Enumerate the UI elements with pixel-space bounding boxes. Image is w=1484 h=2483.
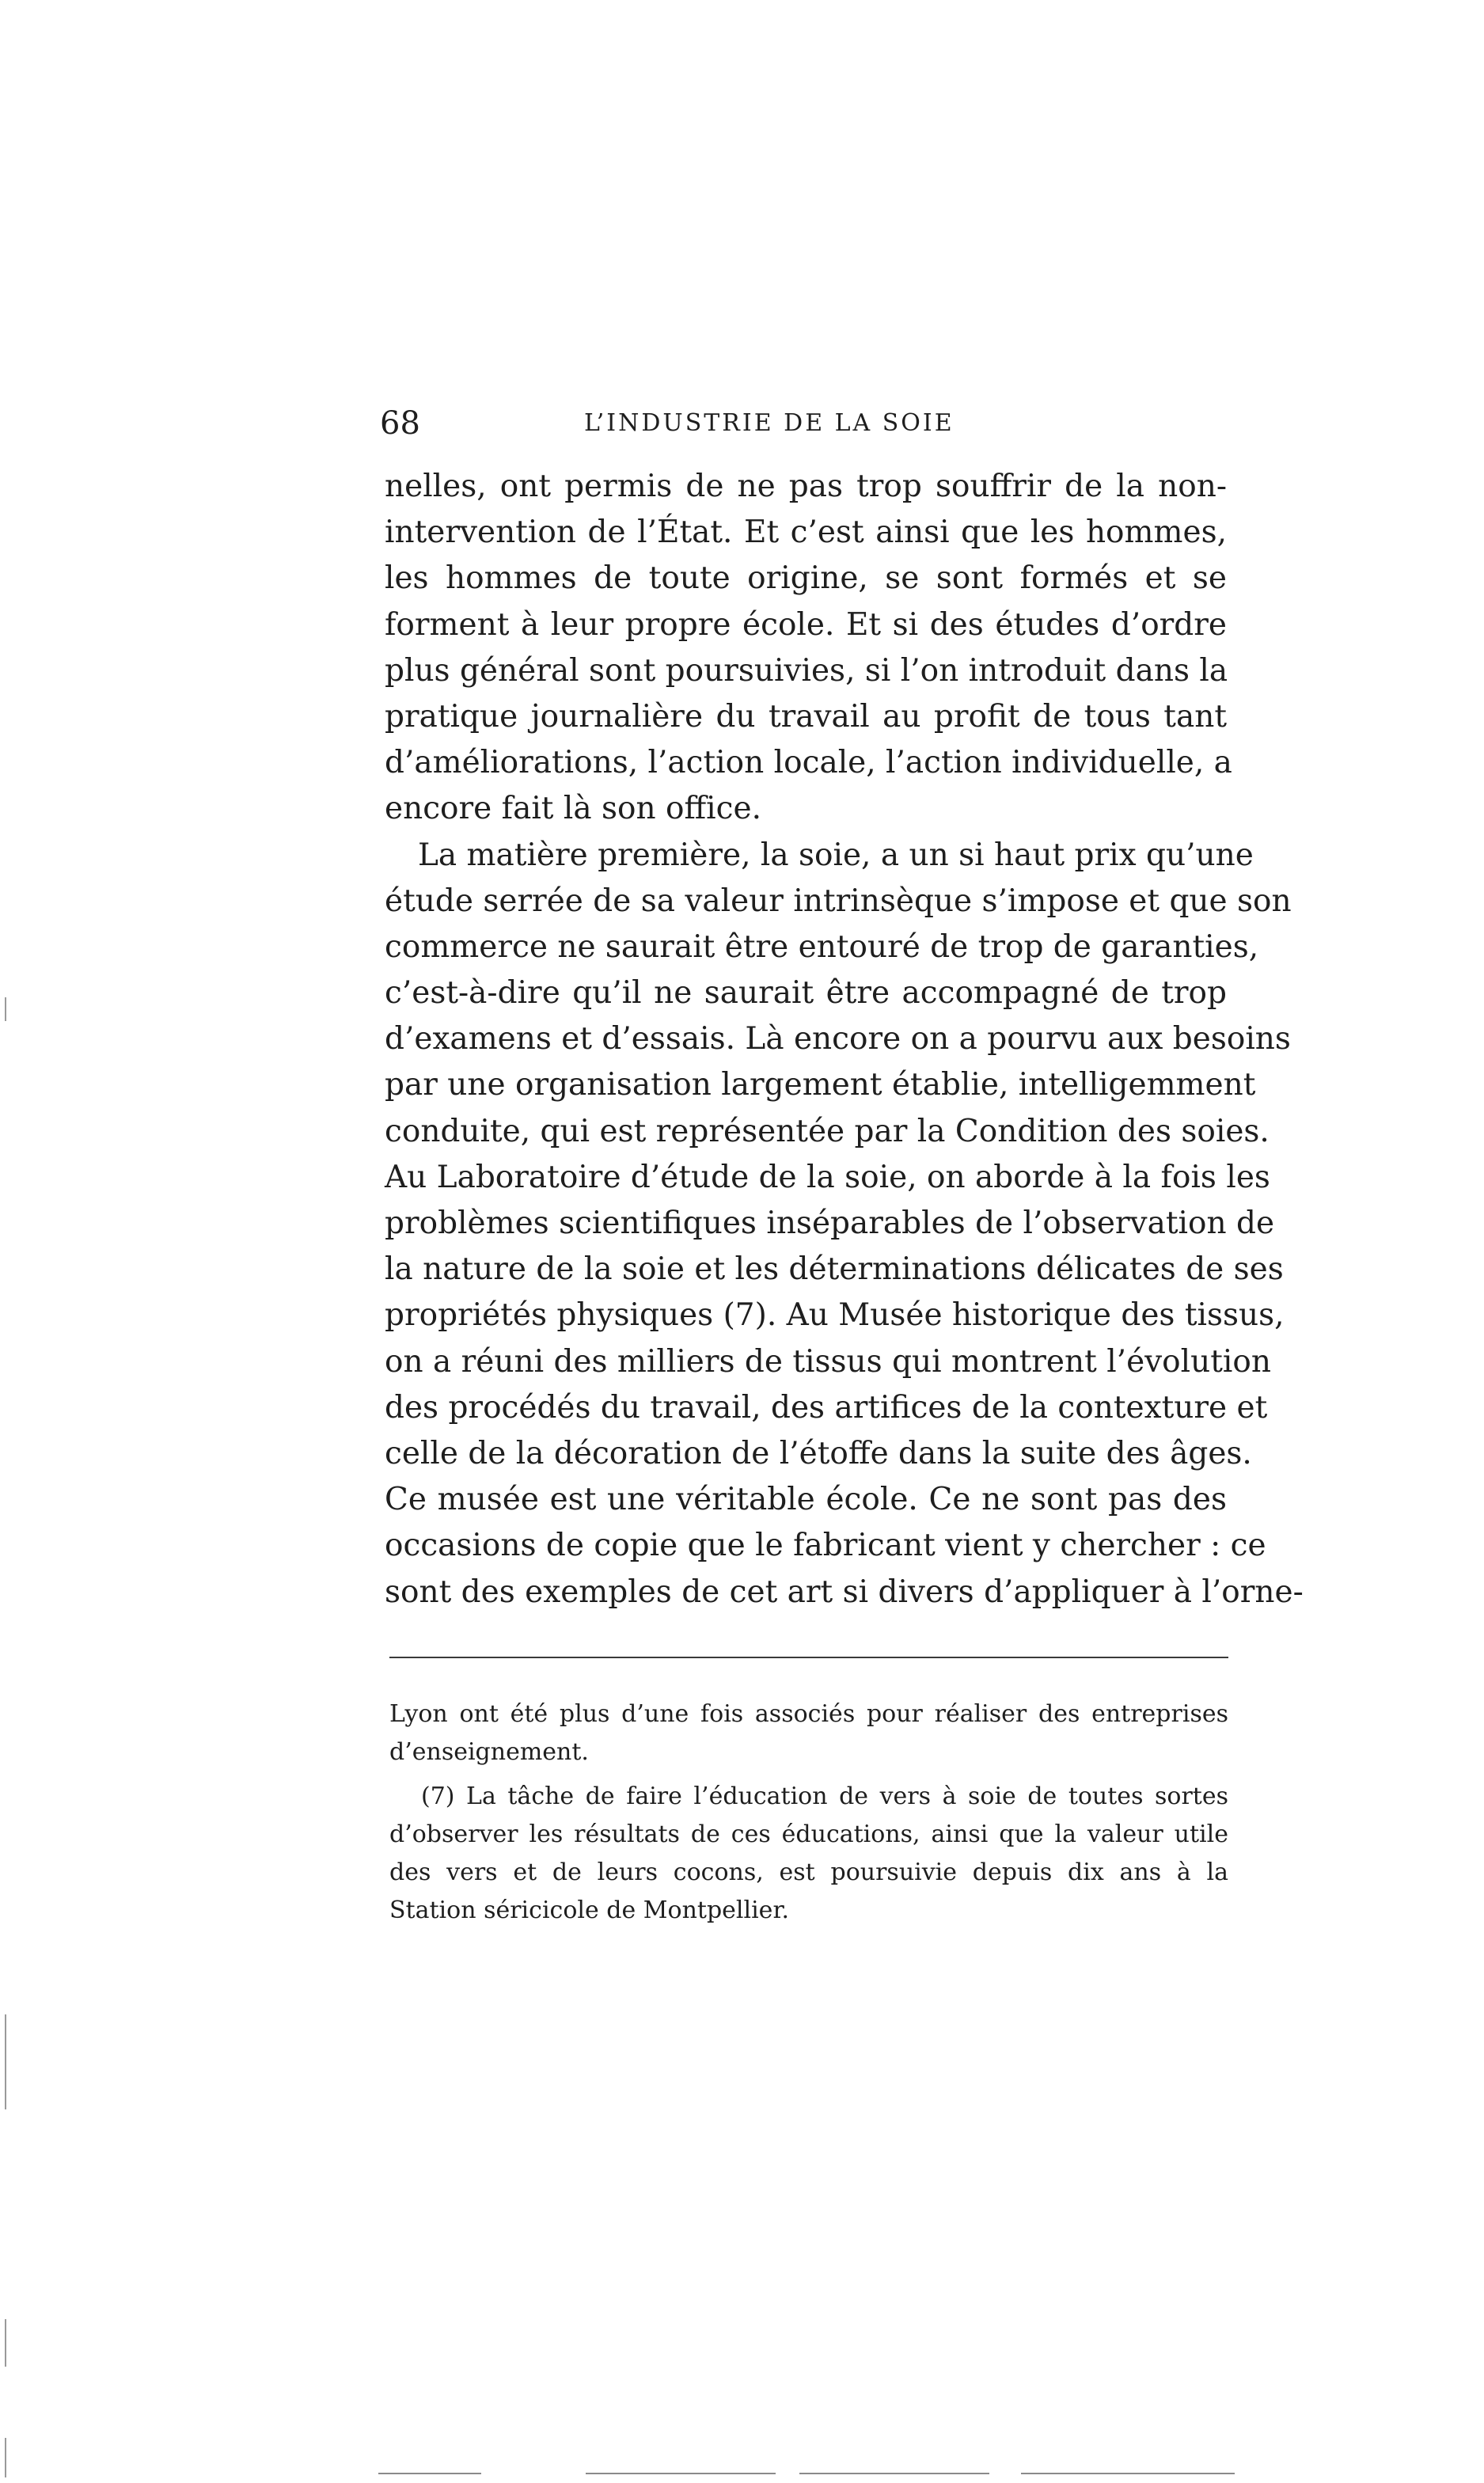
running-head (380, 400, 1227, 447)
scan-artifact (799, 2473, 989, 2474)
text-line: étude serrée de sa valeur intrinsèque s’impose et que son (385, 883, 1292, 919)
text-line: plus général sont poursuivies, si l’on introduit dans la (385, 652, 1228, 689)
scan-artifact (5, 997, 6, 1021)
body-text (385, 464, 1304, 1615)
text-line: problèmes scientifiques inséparables de l’observation de (385, 1205, 1275, 1241)
page-number: 68 (380, 405, 420, 442)
paragraph-end-line: encore fait là son office. (385, 791, 761, 827)
footnote-7-line: des vers et de leurs cocons, est poursuivie depuis dix ans à la (389, 1858, 1228, 1886)
text-line: Ce musée est une véritable école. Ce ne sont pas des (385, 1482, 1227, 1518)
text-line: des procédés du travail, des artifices de la contexture et (385, 1389, 1268, 1426)
text-line: on a réuni des milliers de tissus qui montrent l’évolution (385, 1343, 1271, 1380)
text-line: intervention de l’État. Et c’est ainsi que les hommes, (385, 514, 1227, 551)
text-line: par une organisation largement établie, intelligemment (385, 1067, 1256, 1103)
text-line: occasions de copie que le fabricant vient y chercher : ce (385, 1528, 1266, 1564)
text-line: conduite, qui est représentée par la Condition des soies. (385, 1113, 1270, 1149)
text-line: nelles, ont permis de ne pas trop souffrir de la non- (385, 469, 1227, 504)
text-line: pratique journalière du travail au profit de tous tant (385, 698, 1227, 735)
footnote-7-line: d’observer les résultats de ces éducations, ainsi que la valeur utile (389, 1820, 1228, 1848)
scan-artifact (586, 2473, 776, 2474)
footnote-line: d’enseignement. (389, 1738, 589, 1766)
footnote-7-line: (7) La tâche de faire l’éducation de vers à soie de toutes sortes (421, 1783, 1228, 1810)
text-line: sont des exemples de cet art si divers d’appliquer à l’orne- (385, 1574, 1304, 1610)
text-line: celle de la décoration de l’étoffe dans la suite des âges. (385, 1435, 1252, 1471)
paragraph-start-line: La matière première, la soie, a un si haut prix qu’une (418, 837, 1254, 873)
text-line: commerce ne saurait être entouré de trop de garanties, (385, 928, 1259, 965)
scan-artifact (378, 2473, 481, 2474)
scan-artifact (5, 2438, 6, 2477)
scan-artifact (1021, 2473, 1235, 2474)
text-line: d’examens et d’essais. Là encore on a pourvu aux besoins (385, 1021, 1291, 1057)
text-line: la nature de la soie et les déterminations délicates de ses (385, 1251, 1284, 1288)
text-line: Au Laboratoire d’étude de la soie, on aborde à la fois les (385, 1159, 1270, 1195)
page-header-title: L’INDUSTRIE DE LA SOIE (584, 409, 955, 437)
text-line: d’améliorations, l’action locale, l’action individuelle, a (385, 745, 1232, 781)
scan-artifact (5, 2014, 6, 2109)
text-line: c’est-à-dire qu’il ne saurait être accompagné de trop (385, 975, 1227, 1012)
footnote-line: Lyon ont été plus d’une fois associés pour réaliser des entreprises (389, 1700, 1228, 1728)
footnotes (389, 1695, 1228, 1930)
text-line: propriétés physiques (7). Au Musée historique des tissus, (385, 1297, 1285, 1334)
scan-artifact (5, 2319, 6, 2367)
footnote-separator (389, 1657, 1228, 1658)
text-line: forment à leur propre école. Et si des études d’ordre (385, 606, 1227, 643)
footnote-7-line: Station séricicole de Montpellier. (389, 1896, 790, 1924)
text-line: les hommes de toute origine, se sont formés et se (385, 560, 1227, 597)
